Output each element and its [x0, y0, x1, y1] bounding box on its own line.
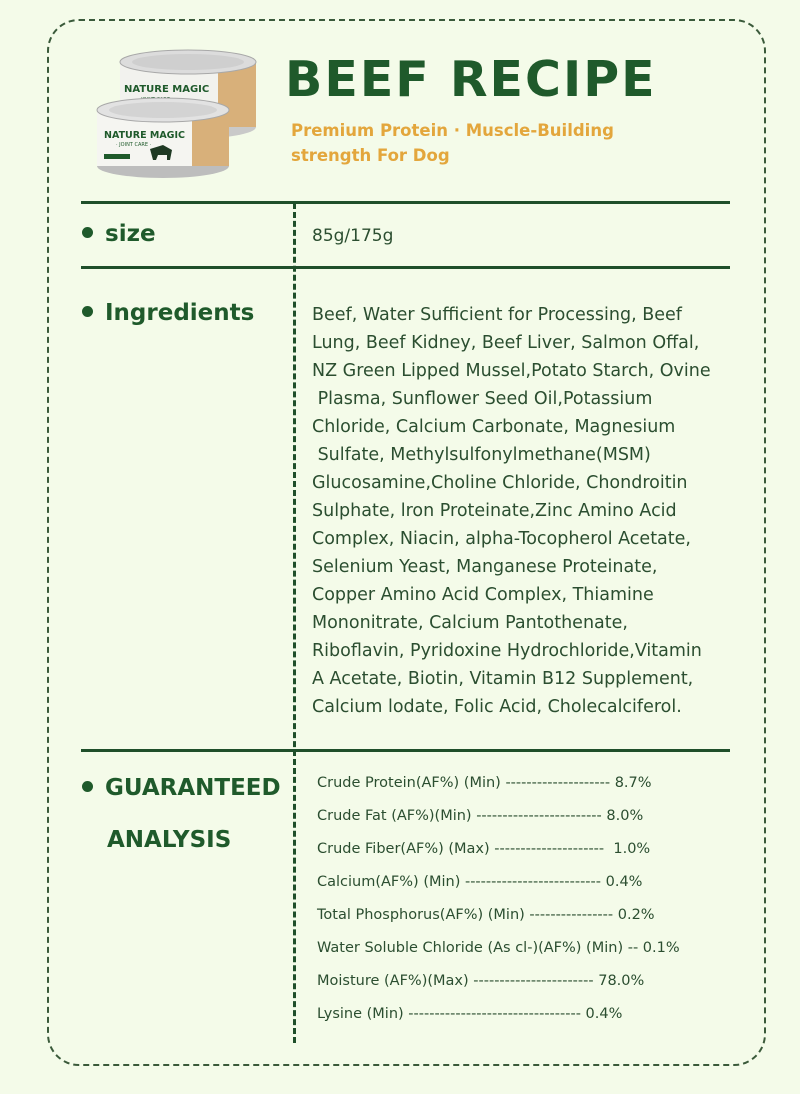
- analysis-row: Crude Fiber(AF%) (Max) --------------------- 1.0%: [317, 841, 651, 857]
- analysis-row: Crude Protein(AF%) (Min) -------------------- 8.7%: [317, 775, 652, 791]
- ingredients-line: Chloride, Calcium Carbonate, Magnesium: [312, 417, 676, 437]
- subtitle-line-1: Premium Protein · Muscle-Building: [291, 121, 614, 140]
- ingredients-line: Glucosamine,Choline Chloride, Chondroitin: [312, 473, 688, 493]
- ingredients-line: Sulfate, Methylsulfonylmethane(MSM): [312, 445, 651, 465]
- bullet-dot: [82, 227, 93, 238]
- ingredients-line: Mononitrate, Calcium Pantothenate,: [312, 613, 628, 633]
- analysis-row: Moisture (AF%)(Max) ----------------------- 78.0%: [317, 973, 645, 989]
- analysis-label-line-1: GUARANTEED: [105, 775, 281, 801]
- size-label: [82, 219, 156, 249]
- analysis-label-line-2: ANALYSIS: [107, 827, 232, 853]
- page-title: BEEF RECIPE: [285, 51, 657, 108]
- ingredients-line: Lung, Beef Kidney, Beef Liver, Salmon Offal,: [312, 333, 700, 353]
- ingredients-list: [312, 301, 752, 721]
- ingredients-line: Selenium Yeast, Manganese Proteinate,: [312, 557, 658, 577]
- page-subtitle: [291, 118, 671, 168]
- divider-ingredients: [81, 749, 730, 752]
- can-line-text-front: · JOINT CARE ·: [116, 142, 152, 148]
- bullet-dot: [82, 306, 93, 317]
- ingredients-line: A Acetate, Biotin, Vitamin B12 Supplement,: [312, 669, 694, 689]
- size-label-text: size: [105, 221, 156, 247]
- can-brand-text-front: NATURE MAGIC: [104, 130, 185, 141]
- ingredients-line: Complex, Niacin, alpha-Tocopherol Acetate,: [312, 529, 691, 549]
- divider-top: [81, 201, 730, 204]
- can-brand-text: NATURE MAGIC: [124, 84, 210, 95]
- ingredients-label: [82, 298, 254, 328]
- ingredients-line: Copper Amino Acid Complex, Thiamine: [312, 585, 654, 605]
- ingredients-line: NZ Green Lipped Mussel,Potato Starch, Ovine: [312, 361, 711, 381]
- size-value: 85g/175g: [312, 226, 394, 246]
- ingredients-line: Beef, Water Sufficient for Processing, Beef: [312, 305, 682, 325]
- ingredients-label-text: Ingredients: [105, 300, 255, 326]
- bullet-dot: [82, 781, 93, 792]
- ingredients-line: Plasma, Sunflower Seed Oil,Potassium: [312, 389, 653, 409]
- analysis-label: [82, 773, 281, 803]
- column-divider: [293, 203, 296, 1043]
- divider-size: [81, 266, 730, 269]
- analysis-row: Total Phosphorus(AF%) (Min) ---------------- 0.2%: [317, 907, 655, 923]
- ingredients-line: Sulphate, lron Proteinate,Zinc Amino Acid: [312, 501, 677, 521]
- product-can-image: [90, 42, 260, 182]
- analysis-row: Water Soluble Chloride (As cl-)(AF%) (Min) -- 0.1%: [317, 940, 680, 956]
- analysis-row: Crude Fat (AF%)(Min) ------------------------ 8.0%: [317, 808, 644, 824]
- subtitle-line-2: strength For Dog: [291, 146, 450, 165]
- analysis-row: Calcium(AF%) (Min) -------------------------- 0.4%: [317, 874, 643, 890]
- ingredients-line: Calcium lodate, Folic Acid, Cholecalciferol.: [312, 697, 682, 717]
- ingredients-line: Riboflavin, Pyridoxine Hydrochloride,Vitamin: [312, 641, 702, 661]
- analysis-row: Lysine (Min) --------------------------------- 0.4%: [317, 1006, 623, 1022]
